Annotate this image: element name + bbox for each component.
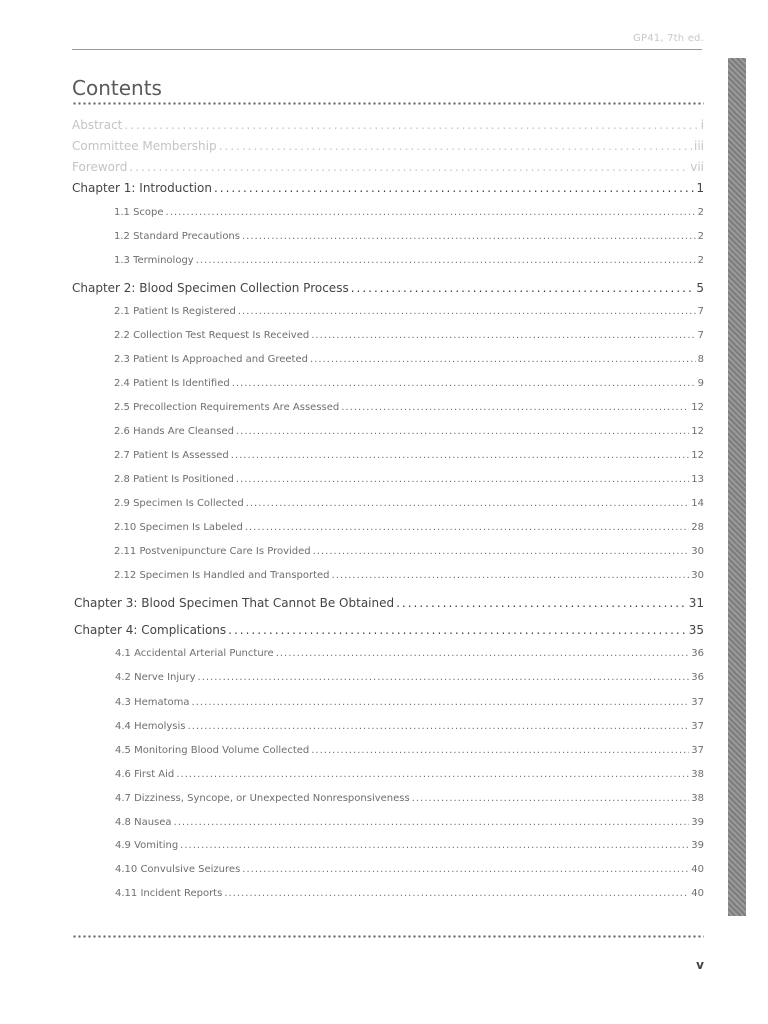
dot-leader <box>236 474 689 485</box>
toc-entry-section-2-9 <box>114 498 704 509</box>
dot-leader <box>311 745 689 756</box>
toc-entry-label: 2.10 Specimen Is Labeled <box>114 522 243 533</box>
dot-leader <box>228 623 687 637</box>
toc-entry-section-4-1 <box>115 648 704 659</box>
toc-entry-section-1-2 <box>114 231 704 242</box>
toc-entry-section-4-10 <box>115 864 704 875</box>
dot-leader <box>198 672 690 683</box>
toc-entry-section-4-5 <box>115 745 704 756</box>
toc-entry-label: 2.6 Hands Are Cleansed <box>114 426 234 437</box>
toc-entry-page: 30 <box>691 570 704 581</box>
dot-leader <box>129 160 688 174</box>
toc-entry-page: 2 <box>697 207 704 218</box>
toc-entry-foreword <box>72 160 704 174</box>
toc-entry-label: 2.1 Patient Is Registered <box>114 306 236 317</box>
toc-entry-label: 4.10 Convulsive Seizures <box>115 864 241 875</box>
dot-leader <box>236 426 689 437</box>
dot-leader <box>246 498 690 509</box>
toc-entry-label: 4.11 Incident Reports <box>115 888 223 899</box>
dot-leader <box>180 840 689 851</box>
toc-entry-label: Abstract <box>72 118 123 132</box>
dot-leader <box>196 255 696 266</box>
dot-leader <box>245 522 689 533</box>
toc-entry-section-2-6 <box>114 426 704 437</box>
toc-entry-page: 40 <box>691 888 704 899</box>
toc-entry-label: Committee Membership <box>72 139 217 153</box>
toc-entry-label: 4.8 Nausea <box>115 817 172 828</box>
dot-leader <box>351 281 695 295</box>
toc-entry-page: 35 <box>688 623 704 637</box>
toc-entry-page: 8 <box>697 354 704 365</box>
dot-leader <box>332 570 690 581</box>
toc-entry-page: i <box>700 118 704 132</box>
toc-entry-label: Chapter 4: Complications <box>74 623 227 637</box>
toc-entry-page: 37 <box>691 745 704 756</box>
page-edge-tab <box>728 58 746 916</box>
toc-entry-section-1-1 <box>114 207 704 218</box>
toc-entry-section-4-4 <box>115 721 704 732</box>
toc-entry-chapter-3 <box>74 596 704 610</box>
toc-entry-page: 12 <box>691 450 704 461</box>
dot-leader <box>310 354 696 365</box>
toc-entry-page: 7 <box>697 330 704 341</box>
toc-entry-label: Foreword <box>72 160 128 174</box>
toc-entry-label: 4.4 Hemolysis <box>115 721 186 732</box>
dot-leader <box>219 139 692 153</box>
toc-entry-label: 2.8 Patient Is Positioned <box>114 474 234 485</box>
toc-entry-section-2-2 <box>114 330 704 341</box>
toc-entry-label: 2.2 Collection Test Request Is Received <box>114 330 310 341</box>
dot-leader <box>124 118 698 132</box>
toc-entry-section-2-4 <box>114 378 704 389</box>
toc-entry-section-4-9 <box>115 840 704 851</box>
dot-leader <box>192 697 690 708</box>
toc-entry-section-4-2 <box>115 672 704 683</box>
dot-leader <box>188 721 690 732</box>
header-rule <box>72 49 702 50</box>
toc-entry-page: 31 <box>688 596 704 610</box>
toc-entry-page: 38 <box>691 769 704 780</box>
toc-entry-label: 2.12 Specimen Is Handled and Transported <box>114 570 330 581</box>
toc-entry-label: 2.4 Patient Is Identified <box>114 378 230 389</box>
dot-leader <box>341 402 689 413</box>
toc-entry-label: 2.3 Patient Is Approached and Greeted <box>114 354 308 365</box>
toc-entry-label: 1.2 Standard Precautions <box>114 231 240 242</box>
dot-leader <box>214 181 694 195</box>
toc-entry-page: 28 <box>691 522 704 533</box>
toc-entry-page: 5 <box>696 281 704 295</box>
toc-entry-page: 30 <box>691 546 704 557</box>
toc-entry-label: 4.5 Monitoring Blood Volume Collected <box>115 745 310 756</box>
toc-entry-label: 4.7 Dizziness, Syncope, or Unexpected Nonresponsiveness <box>115 793 410 804</box>
page-title: Contents <box>72 76 162 100</box>
dot-leader <box>412 793 690 804</box>
title-dotted-rule <box>72 102 704 105</box>
toc-entry-label: 2.11 Postvenipuncture Care Is Provided <box>114 546 311 557</box>
toc-entry-page: 2 <box>697 255 704 266</box>
toc-entry-label: 2.9 Specimen Is Collected <box>114 498 244 509</box>
dot-leader <box>166 207 696 218</box>
toc-entry-page: 40 <box>691 864 704 875</box>
toc-entry-page: vii <box>690 160 704 174</box>
toc-entry-page: iii <box>693 139 704 153</box>
toc-entry-label: 2.7 Patient Is Assessed <box>114 450 229 461</box>
dot-leader <box>224 888 689 899</box>
dot-leader <box>238 306 696 317</box>
toc-entry-abstract <box>72 118 704 132</box>
toc-entry-section-2-3 <box>114 354 704 365</box>
toc-entry-label: Chapter 1: Introduction <box>72 181 212 195</box>
toc-entry-chapter-2 <box>72 281 704 295</box>
toc-entry-page: 38 <box>691 793 704 804</box>
toc-entry-section-2-8 <box>114 474 704 485</box>
dot-leader <box>313 546 690 557</box>
toc-entry-section-4-8 <box>115 817 704 828</box>
toc-entry-page: 2 <box>697 231 704 242</box>
page-number: v <box>696 958 704 972</box>
dot-leader <box>242 231 696 242</box>
toc-entry-page: 36 <box>691 648 704 659</box>
toc-entry-section-2-11 <box>114 546 704 557</box>
toc-entry-label: 4.6 First Aid <box>115 769 175 780</box>
dot-leader <box>232 378 696 389</box>
toc-entry-committee-membership <box>72 139 704 153</box>
toc-entry-label: 4.1 Accidental Arterial Puncture <box>115 648 274 659</box>
toc-entry-section-4-7 <box>115 793 704 804</box>
dot-leader <box>276 648 690 659</box>
toc-entry-page: 37 <box>691 697 704 708</box>
toc-entry-chapter-4 <box>74 623 704 637</box>
dot-leader <box>176 769 689 780</box>
toc-entry-page: 39 <box>691 840 704 851</box>
toc-entry-label: 4.2 Nerve Injury <box>115 672 196 683</box>
toc-entry-label: 1.3 Terminology <box>114 255 194 266</box>
dot-leader <box>311 330 695 341</box>
toc-entry-label: Chapter 2: Blood Specimen Collection Process <box>72 281 349 295</box>
toc-entry-section-2-7 <box>114 450 704 461</box>
toc-entry-page: 12 <box>691 402 704 413</box>
running-head: GP41, 7th ed. <box>633 33 704 44</box>
toc-entry-section-2-10 <box>114 522 704 533</box>
footer-dotted-rule <box>72 935 704 938</box>
toc-entry-page: 13 <box>691 474 704 485</box>
toc-entry-page: 9 <box>697 378 704 389</box>
toc-entry-section-4-3 <box>115 697 704 708</box>
toc-entry-label: 4.3 Hematoma <box>115 697 190 708</box>
toc-entry-label: 4.9 Vomiting <box>115 840 179 851</box>
toc-entry-label: 2.5 Precollection Requirements Are Assessed <box>114 402 340 413</box>
toc-entry-page: 7 <box>697 306 704 317</box>
toc-entry-page: 39 <box>691 817 704 828</box>
toc-entry-section-2-1 <box>114 306 704 317</box>
toc-entry-section-2-12 <box>114 570 704 581</box>
toc-entry-label: 1.1 Scope <box>114 207 164 218</box>
toc-entry-chapter-1 <box>72 181 704 195</box>
dot-leader <box>242 864 689 875</box>
toc-entry-section-2-5 <box>114 402 704 413</box>
toc-entry-page: 14 <box>691 498 704 509</box>
dot-leader <box>231 450 690 461</box>
toc-entry-section-4-11 <box>115 888 704 899</box>
toc-entry-page: 36 <box>691 672 704 683</box>
toc-entry-page: 1 <box>696 181 704 195</box>
toc-entry-section-1-3 <box>114 255 704 266</box>
dot-leader <box>396 596 687 610</box>
dot-leader <box>174 817 690 828</box>
toc-entry-page: 37 <box>691 721 704 732</box>
toc-entry-section-4-6 <box>115 769 704 780</box>
toc-entry-page: 12 <box>691 426 704 437</box>
toc-entry-label: Chapter 3: Blood Specimen That Cannot Be Obtained <box>74 596 395 610</box>
